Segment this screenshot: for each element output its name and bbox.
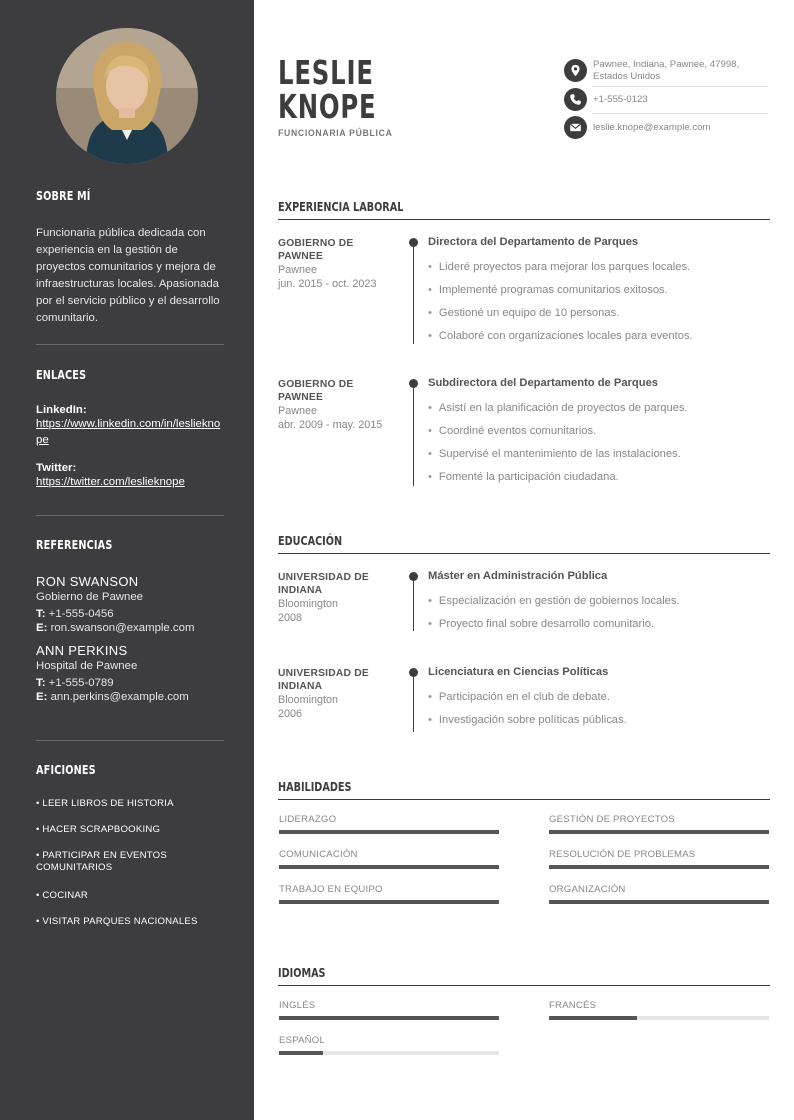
skill-label: GESTIÓN DE PROYECTOS	[549, 814, 675, 825]
skill-bar	[279, 865, 499, 869]
references-section	[36, 537, 224, 703]
full-name	[278, 53, 377, 126]
about-text: Funcionaria pública dedicada con experiencia en la gestión de proyectos comunitarios y mejora de infraestructuras locales. Apasionada por el servicio público y el desarrollo comunitario.	[36, 227, 220, 324]
skill-label: ORGANIZACIÓN	[549, 884, 626, 895]
sidebar-divider	[36, 344, 224, 345]
bullet-item: • Gestioné un equipo de 10 personas.	[428, 307, 619, 319]
bullet-item: • Participación en el club de debate.	[428, 691, 610, 703]
language-label: INGLÉS	[279, 1000, 316, 1011]
first-name: LESLIE	[278, 53, 374, 92]
references-heading: REFERENCIAS	[36, 537, 113, 552]
location: Bloomington	[278, 598, 339, 610]
job-position: Directora del Departamento de Parques	[428, 236, 639, 248]
skill-label: COMUNICACIÓN	[279, 849, 358, 860]
job-title: FUNCIONARIA PÚBLICA	[278, 128, 393, 139]
skill-bar-fill	[279, 830, 499, 834]
institution: UNIVERSIDAD DE INDIANA	[278, 572, 369, 596]
bullet-item: • Colaboré con organizaciones locales para eventos.	[428, 330, 693, 342]
phone-text[interactable]: +1-555-0123	[593, 93, 648, 105]
skill-item	[549, 884, 769, 904]
skill-item	[549, 814, 769, 834]
links-heading: ENLACES	[36, 367, 87, 382]
experience-meta	[278, 237, 398, 291]
language-bar	[279, 1016, 499, 1020]
employer: GOBIERNO DE PAWNEE	[278, 379, 354, 403]
reference-phone: T: +1-555-0789	[36, 677, 114, 689]
skill-bar	[279, 830, 499, 834]
links-section	[36, 367, 224, 490]
location: Pawnee	[278, 264, 318, 276]
education-heading: EDUCACIÓN	[278, 533, 343, 548]
sidebar-divider	[36, 515, 224, 516]
bullet-item: • Investigación sobre políticas públicas.	[428, 714, 627, 726]
hobbies-heading: AFICIONES	[36, 762, 96, 777]
reference-name: RON SWANSON	[36, 574, 139, 589]
skill-bar	[549, 900, 769, 904]
dates: abr. 2009 - may. 2015	[278, 419, 383, 431]
language-bar-fill	[279, 1051, 323, 1055]
address-text: Pawnee, Indiana, Pawnee, 47998, Estados Unidos	[593, 59, 740, 82]
twitter-link[interactable]: https://twitter.com/leslieknope	[36, 476, 185, 488]
profile-photo	[56, 28, 198, 164]
dates: jun. 2015 - oct. 2023	[278, 278, 377, 290]
employer: GOBIERNO DE PAWNEE	[278, 238, 354, 262]
timeline-line	[413, 576, 414, 631]
sidebar	[0, 0, 254, 1120]
education-meta	[278, 571, 398, 625]
timeline-dot	[409, 238, 418, 247]
skill-item	[279, 849, 499, 869]
timeline-line	[413, 242, 414, 344]
bullet-item: • Supervisé el mantenimiento de las instalaciones.	[428, 448, 681, 460]
twitter-label: Twitter:	[36, 462, 77, 474]
skill-bar	[549, 865, 769, 869]
bullet-item: • Fomenté la participación ciudadana.	[428, 471, 619, 483]
sidebar-divider	[36, 740, 224, 741]
dates: 2008	[278, 612, 303, 624]
education-meta	[278, 667, 398, 721]
skills-heading: HABILIDADES	[278, 779, 352, 794]
language-item	[279, 1000, 499, 1020]
phone-icon	[564, 88, 587, 111]
skill-bar	[549, 830, 769, 834]
contact-divider	[592, 113, 768, 114]
bullet-item: • Implementé programas comunitarios exitosos.	[428, 284, 668, 296]
reference-item	[36, 574, 224, 634]
skill-label: LIDERAZGO	[279, 814, 337, 825]
bullet-item: • Coordiné eventos comunitarios.	[428, 425, 596, 437]
contact-email	[564, 116, 770, 139]
hobby-item: • HACER SCRAPBOOKING	[36, 824, 161, 835]
bullet-item: • Proyecto final sobre desarrollo comunitario.	[428, 618, 654, 630]
skill-bar	[279, 900, 499, 904]
section-rule	[278, 985, 770, 986]
skill-label: RESOLUCIÓN DE PROBLEMAS	[549, 849, 696, 860]
timeline-line	[413, 672, 414, 732]
linkedin-label: LinkedIn:	[36, 404, 87, 416]
language-bar	[279, 1051, 499, 1055]
institution: UNIVERSIDAD DE INDIANA	[278, 668, 369, 692]
skill-item	[279, 814, 499, 834]
map-pin-icon	[564, 59, 587, 82]
skill-bar-fill	[279, 865, 499, 869]
bullet-item: • Especialización en gestión de gobiernos locales.	[428, 595, 680, 607]
hobby-item: • LEER LIBROS DE HISTORIA	[36, 798, 174, 809]
email-text[interactable]: leslie.knope@example.com	[593, 121, 711, 133]
skill-item	[549, 849, 769, 869]
reference-org: Hospital de Pawnee	[36, 660, 138, 672]
skill-bar-fill	[549, 865, 769, 869]
hobby-item: • COCINAR	[36, 890, 89, 901]
language-label: FRANCÉS	[549, 1000, 597, 1011]
skill-bar-fill	[549, 900, 769, 904]
language-item	[549, 1000, 769, 1020]
contact-divider	[592, 86, 768, 87]
language-bar	[549, 1016, 769, 1020]
bullet-item: • Lideré proyectos para mejorar los parques locales.	[428, 261, 690, 273]
reference-name: ANN PERKINS	[36, 643, 128, 658]
skill-item	[279, 884, 499, 904]
about-heading: SOBRE MÍ	[36, 188, 91, 203]
location: Pawnee	[278, 405, 318, 417]
skill-bar-fill	[279, 900, 499, 904]
section-rule	[278, 799, 770, 800]
section-rule	[278, 553, 770, 554]
linkedin-link[interactable]: https://www.linkedin.com/in/leslieknope	[36, 418, 221, 446]
hobby-item: • PARTICIPAR EN EVENTOS COMUNITARIOS	[36, 850, 167, 873]
reference-item	[36, 643, 224, 703]
skill-bar-fill	[549, 830, 769, 834]
bullet-item: • Asistí en la planificación de proyectos de parques.	[428, 402, 688, 414]
location: Bloomington	[278, 694, 339, 706]
timeline-dot	[409, 572, 418, 581]
contact-phone	[564, 88, 770, 111]
timeline-dot	[409, 668, 418, 677]
reference-org: Gobierno de Pawnee	[36, 591, 144, 603]
experience-meta	[278, 378, 398, 432]
timeline-line	[413, 383, 414, 486]
envelope-icon	[564, 116, 587, 139]
experience-heading: EXPERIENCIA LABORAL	[278, 199, 404, 214]
hobbies-section	[36, 762, 224, 927]
reference-email: E: ann.perkins@example.com	[36, 691, 189, 703]
language-bar-fill	[549, 1016, 637, 1020]
dates: 2006	[278, 708, 303, 720]
timeline-dot	[409, 379, 418, 388]
section-rule	[278, 219, 770, 220]
language-item	[279, 1035, 499, 1055]
language-bar-fill	[279, 1016, 499, 1020]
about-section	[36, 188, 224, 327]
reference-phone: T: +1-555-0456	[36, 608, 114, 620]
reference-email: E: ron.swanson@example.com	[36, 622, 195, 634]
hobby-item: • VISITAR PARQUES NACIONALES	[36, 916, 198, 927]
degree: Licenciatura en Ciencias Políticas	[428, 666, 609, 678]
degree: Máster en Administración Pública	[428, 570, 608, 582]
skill-label: TRABAJO EN EQUIPO	[279, 884, 383, 895]
languages-heading: IDIOMAS	[278, 965, 326, 980]
last-name: KNOPE	[278, 87, 377, 126]
job-position: Subdirectora del Departamento de Parques	[428, 377, 659, 389]
contact-address	[564, 59, 770, 82]
language-label: ESPAÑOL	[279, 1035, 326, 1046]
